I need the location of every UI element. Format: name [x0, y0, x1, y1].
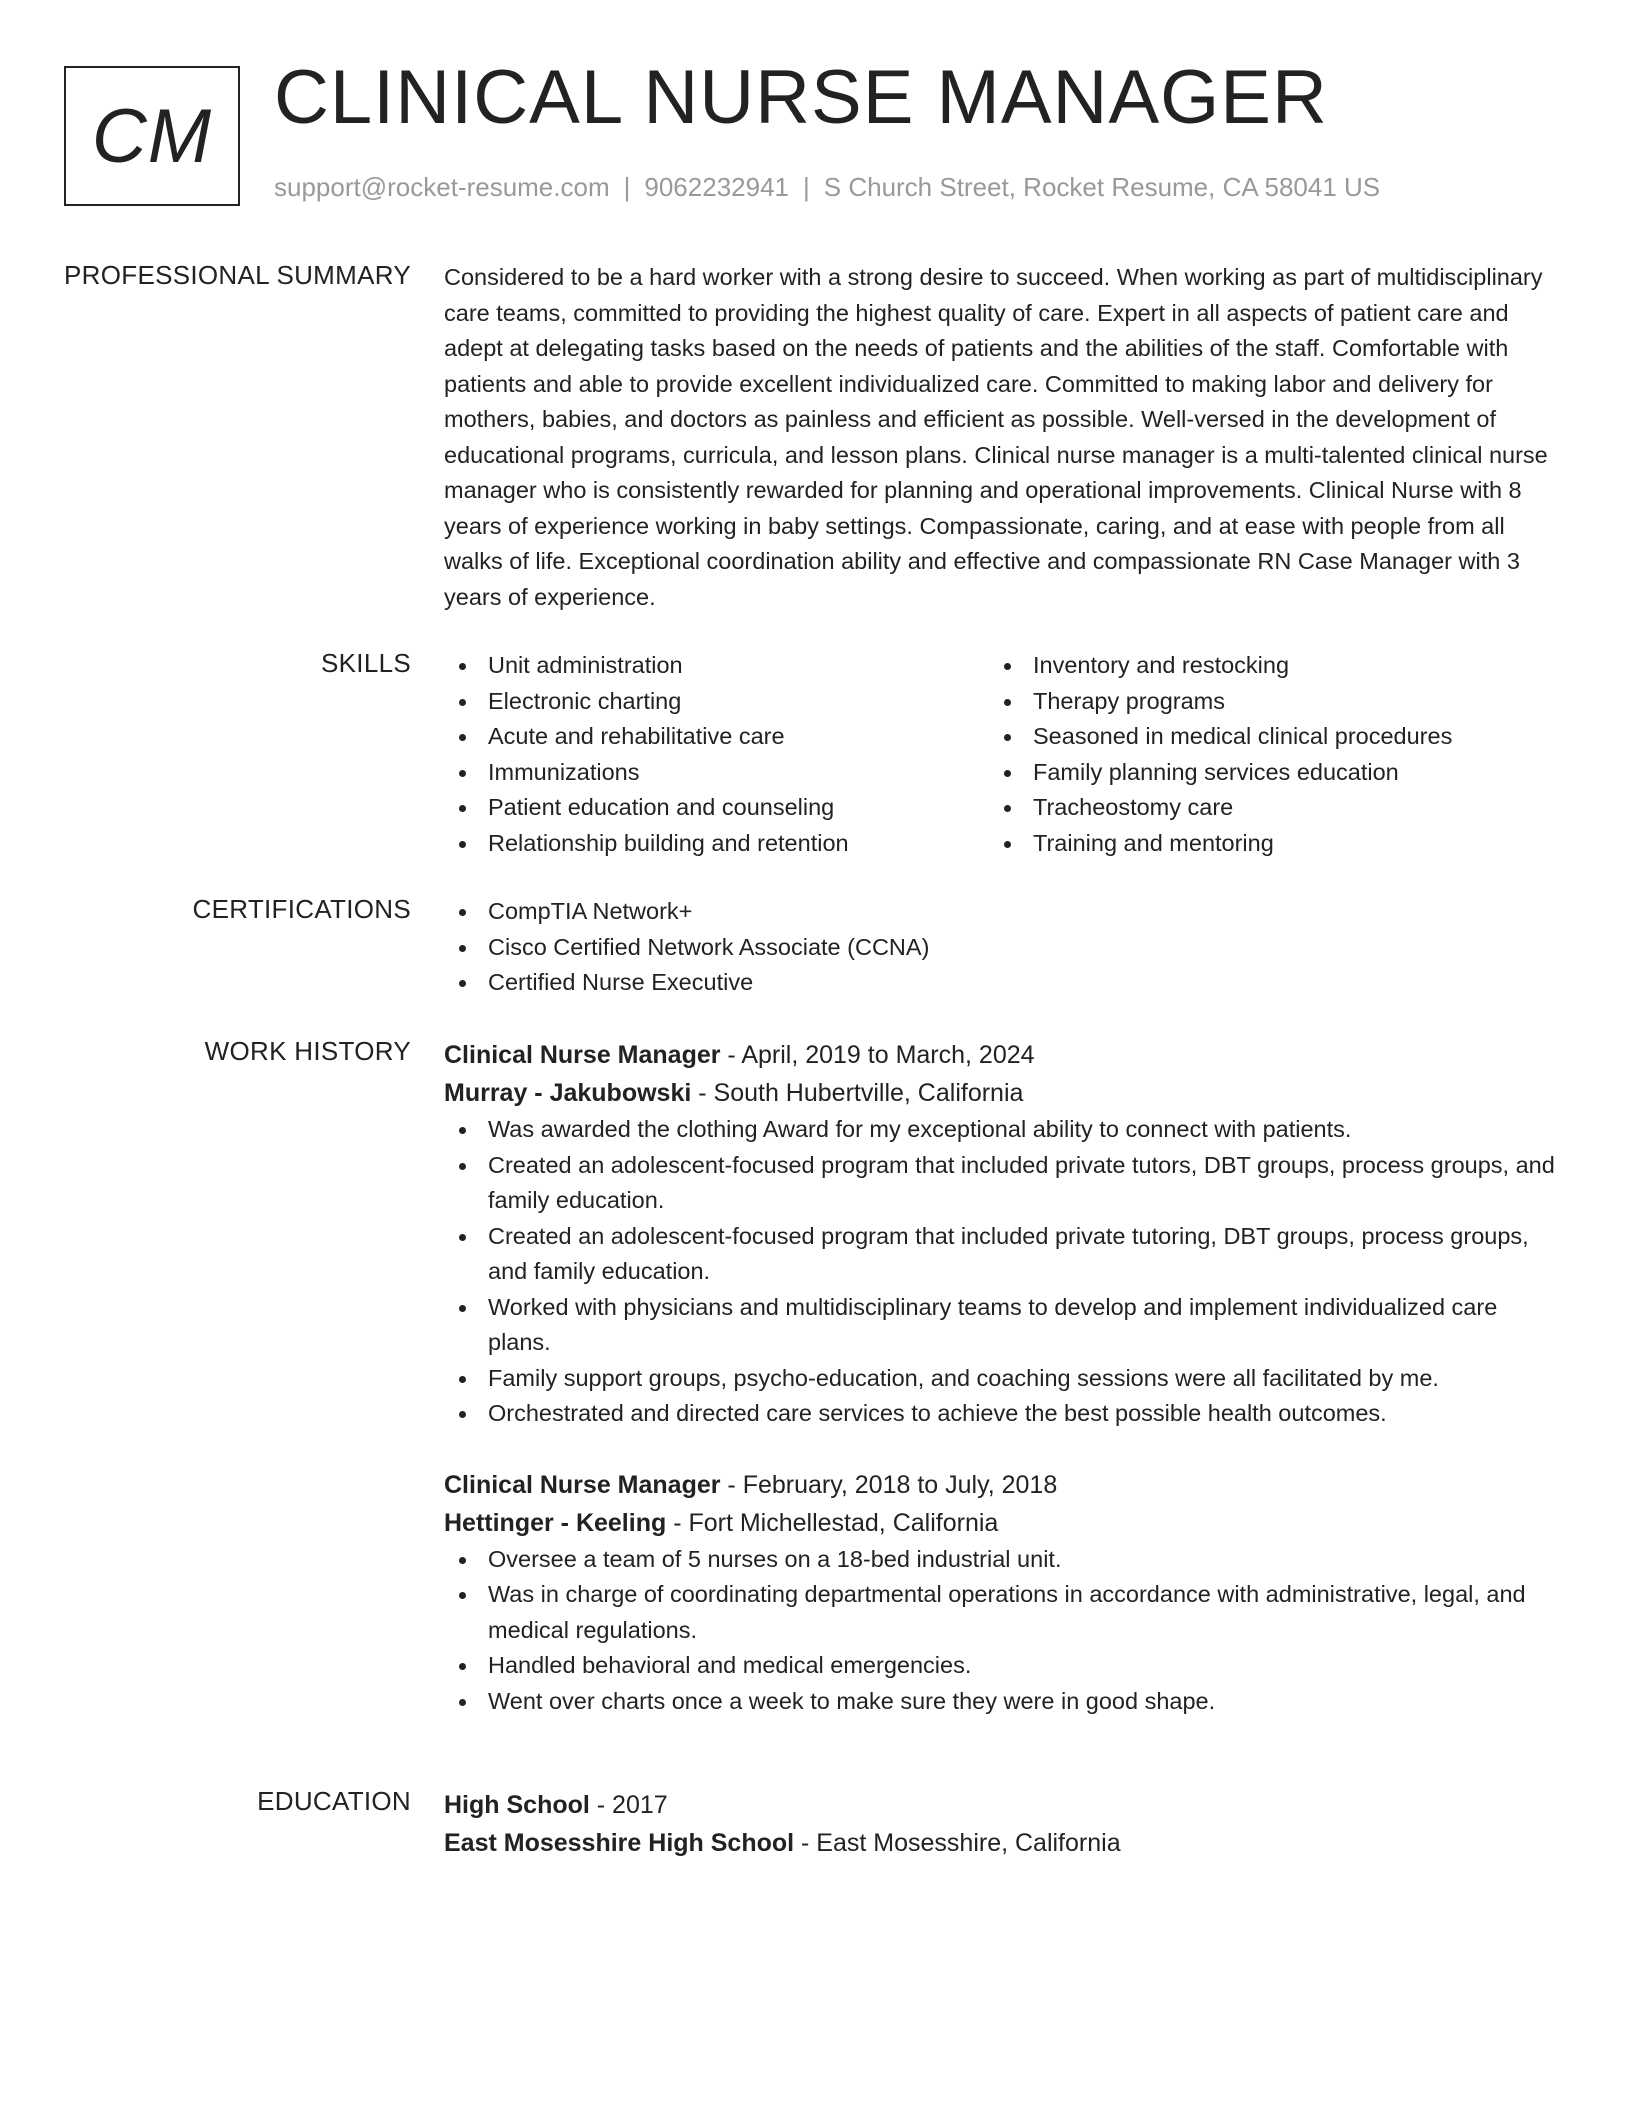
contact-email: support@rocket-resume.com [274, 172, 610, 202]
education-location: - East Mosesshire, California [794, 1829, 1121, 1857]
job-employer: Hettinger - Keeling [444, 1508, 667, 1537]
list-item: Unit administration [444, 648, 989, 684]
job-title-line [444, 1036, 1560, 1074]
list-item: Oversee a team of 5 nurses on a 18-bed industrial unit. [444, 1542, 1560, 1578]
section-label-skills: SKILLS [321, 648, 411, 678]
list-item: Acute and rehabilitative care [444, 719, 989, 755]
contact-line [274, 172, 1380, 203]
job-title-line [444, 1466, 1560, 1504]
list-item: Seasoned in medical clinical procedures [989, 719, 1534, 755]
list-item: Was in charge of coordinating departmental operations in accordance with administrative, legal, and medical regulations. [444, 1577, 1560, 1648]
contact-address: S Church Street, Rocket Resume, CA 58041 US [823, 172, 1381, 202]
education-school: East Mosesshire High School [444, 1829, 795, 1857]
job-title: Clinical Nurse Manager [444, 1470, 721, 1499]
list-item: Certified Nurse Executive [444, 965, 1560, 1001]
job-dates: - April, 2019 to March, 2024 [720, 1041, 1035, 1069]
section-label-work-history: WORK HISTORY [204, 1036, 411, 1066]
list-item: Inventory and restocking [989, 648, 1534, 684]
certifications-list [444, 894, 1560, 1001]
section-label-summary: PROFESSIONAL SUMMARY [64, 260, 411, 290]
section-label-education: EDUCATION [257, 1786, 411, 1816]
list-item: Was awarded the clothing Award for my exceptional ability to connect with patients. [444, 1112, 1560, 1148]
list-item: Electronic charting [444, 684, 989, 720]
resume-title: CLINICAL NURSE MANAGER [274, 55, 1328, 140]
job-entry [444, 1036, 1560, 1432]
list-item: Worked with physicians and multidisciplinary teams to develop and implement individualized care plans. [444, 1290, 1560, 1361]
list-item: Patient education and counseling [444, 790, 989, 826]
skills-body [444, 648, 1560, 861]
contact-separator: | [623, 172, 631, 202]
job-location: - South Hubertville, California [691, 1079, 1024, 1107]
job-employer-line [444, 1074, 1560, 1112]
job-employer: Murray - Jakubowski [444, 1079, 692, 1107]
list-item: Created an adolescent-focused program that included private tutoring, DBT groups, process groups, and family education. [444, 1219, 1560, 1290]
list-item: Therapy programs [989, 684, 1534, 720]
list-item: Family support groups, psycho-education, and coaching sessions were all facilitated by me. [444, 1361, 1560, 1397]
list-item: Immunizations [444, 755, 989, 791]
list-item: Went over charts once a week to make sure they were in good shape. [444, 1684, 1560, 1720]
job-bullets [444, 1112, 1560, 1432]
list-item: Handled behavioral and medical emergencies. [444, 1648, 1560, 1684]
list-item: Tracheostomy care [989, 790, 1534, 826]
certifications-body [444, 894, 1560, 1001]
list-item: CompTIA Network+ [444, 894, 1560, 930]
job-dates: - February, 2018 to July, 2018 [720, 1470, 1058, 1499]
job-employer-line [444, 1504, 1560, 1542]
skills-list-left [444, 648, 989, 861]
job-bullets [444, 1542, 1560, 1720]
section-label-certifications: CERTIFICATIONS [192, 894, 411, 924]
contact-phone: 9062232941 [644, 172, 789, 202]
education-body [444, 1786, 1560, 1862]
work-history-body [444, 1036, 1560, 1719]
education-year: - 2017 [589, 1791, 668, 1819]
skills-list-right [989, 648, 1534, 861]
summary-body [444, 260, 1560, 615]
education-school-line [444, 1824, 1560, 1862]
job-entry [444, 1466, 1560, 1720]
list-item: Orchestrated and directed care services to achieve the best possible health outcomes. [444, 1396, 1560, 1432]
summary-text: Considered to be a hard worker with a strong desire to succeed. When working as part of multidisciplinary care teams, committed to providing the highest quality of care. Expert in all aspects of patient care and adept at delegating tasks based on the needs of patients and the abilities of the staff. Comfortable with patients and able to provide excellent individualized care. Committed to making labor and delivery for mothers, babies, and doctors as painless and efficient as possible. Well-versed in the development of educational programs, curricula, and lesson plans. Clinical nurse manager is a multi-talented clinical nurse manager who is consistently rewarded for planning and operational improvements. Clinical Nurse with 8 years of experience working in baby settings. Compassionate, caring, and at ease with people from all walks of life. Exceptional coordination ability and effective and compassionate RN Case Manager with 3 years of experience. [444, 264, 1548, 610]
monogram-logo: CM [64, 66, 240, 206]
job-location: - Fort Michellestad, California [666, 1508, 999, 1537]
education-degree: High School [444, 1791, 590, 1819]
list-item: Relationship building and retention [444, 826, 989, 862]
contact-separator: | [803, 172, 810, 202]
list-item: Family planning services education [989, 755, 1534, 791]
list-item: Created an adolescent-focused program that included private tutors, DBT groups, process groups, and family education. [444, 1148, 1560, 1219]
job-title: Clinical Nurse Manager [444, 1041, 721, 1069]
list-item: Cisco Certified Network Associate (CCNA) [444, 930, 1560, 966]
education-degree-line [444, 1786, 1560, 1824]
list-item: Training and mentoring [989, 826, 1534, 862]
